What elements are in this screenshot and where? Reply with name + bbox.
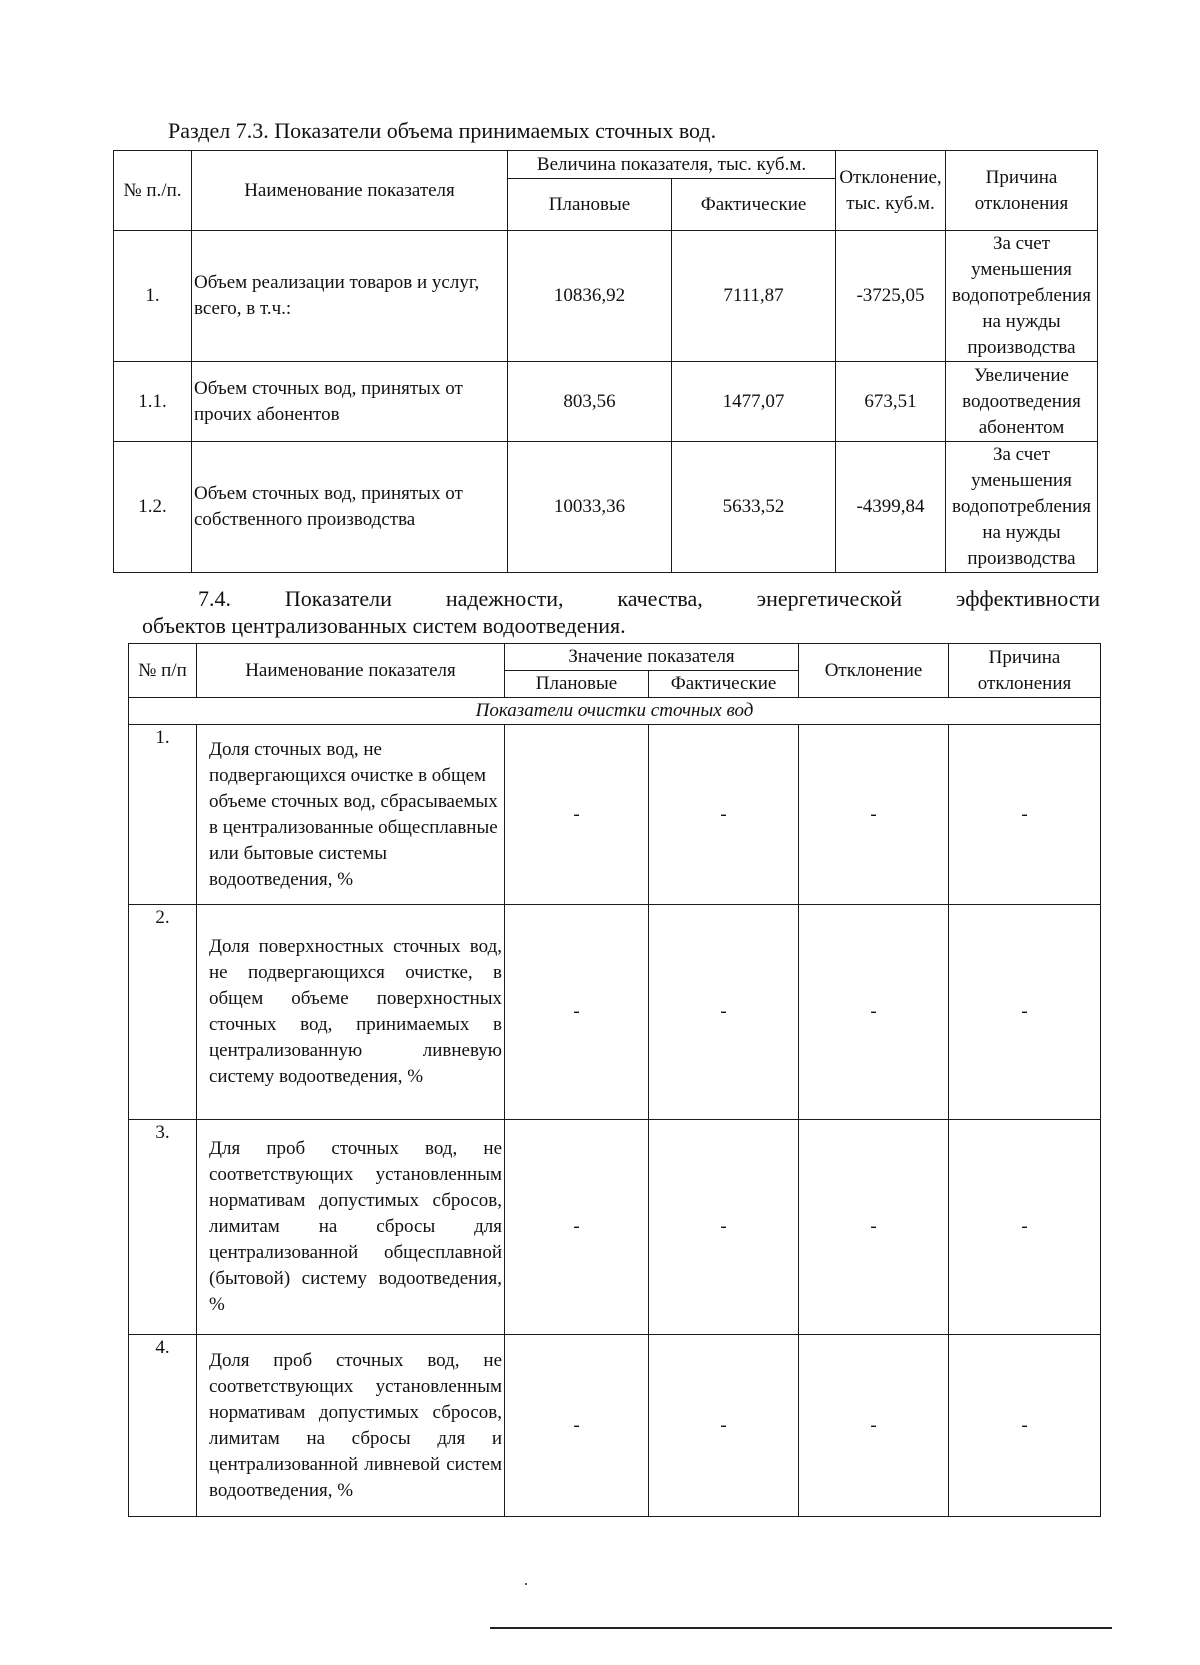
- row-num: 3.: [129, 1120, 197, 1335]
- row-deviation: -3725,05: [836, 231, 946, 362]
- section1-title: Раздел 7.3. Показатели объема принимаемых сточных вод.: [168, 118, 717, 143]
- table-row: [114, 231, 1098, 362]
- row-actual: 5633,52: [672, 442, 836, 573]
- wastewater-volume-table: [113, 150, 1098, 573]
- row-planned: 10033,36: [508, 442, 672, 573]
- section2-title-word: надежности,: [445, 586, 564, 611]
- header-deviation: Отклонение: [799, 644, 949, 698]
- row-num: 1.: [114, 231, 192, 362]
- wastewater-quality-table: [128, 643, 1101, 1517]
- row-name: Доля проб сточных вод, не соответствующих установленным нормативам допустимых сбросов, лимитам на сбросы для и централизованной ливневой систем водоотведения, %: [197, 1335, 505, 1517]
- row-reason: -: [949, 905, 1101, 1120]
- row-planned: -: [505, 1120, 649, 1335]
- section2-title: [142, 585, 1100, 639]
- header-num: № п/п: [129, 644, 197, 698]
- row-num: 1.1.: [114, 362, 192, 442]
- table-row: [129, 1120, 1101, 1335]
- row-reason: За счет уменьшения водопотребления на нужды производства: [946, 442, 1098, 573]
- header-planned: Плановые: [508, 179, 672, 231]
- footer-rule: [490, 1627, 1112, 1629]
- row-reason: За счет уменьшения водопотребления на нужды производства: [946, 231, 1098, 362]
- row-reason: -: [949, 1120, 1101, 1335]
- row-deviation: -4399,84: [836, 442, 946, 573]
- row-planned: -: [505, 1335, 649, 1517]
- table-row: [129, 1335, 1101, 1517]
- section2-title-word: энергетической: [756, 586, 902, 611]
- row-actual: 1477,07: [672, 362, 836, 442]
- row-actual: -: [649, 1335, 799, 1517]
- subheader-row: Показатели очистки сточных вод: [129, 698, 1101, 725]
- row-num: 4.: [129, 1335, 197, 1517]
- header-name: Наименование показателя: [197, 644, 505, 698]
- table-row: [114, 442, 1098, 573]
- header-actual: Фактические: [672, 179, 836, 231]
- row-num: 2.: [129, 905, 197, 1120]
- row-name: Доля сточных вод, не подвергающихся очистке в общем объеме сточных вод, сбрасываемых в централизованные общесплавные или бытовые системы водоотведения, %: [197, 725, 505, 905]
- row-actual: -: [649, 725, 799, 905]
- header-actual: Фактические: [649, 671, 799, 698]
- row-deviation: 673,51: [836, 362, 946, 442]
- section2-title-line2: объектов централизованных систем водоотведения.: [142, 613, 626, 638]
- row-reason: -: [949, 1335, 1101, 1517]
- header-name: Наименование показателя: [192, 151, 508, 231]
- row-reason: -: [949, 725, 1101, 905]
- row-num: 1.: [129, 725, 197, 905]
- header-reason: Причина отклонения: [946, 151, 1098, 231]
- header-reason: Причина отклонения: [949, 644, 1101, 698]
- header-num: № п./п.: [114, 151, 192, 231]
- header-value-group: Значение показателя: [505, 644, 799, 671]
- row-actual: -: [649, 1120, 799, 1335]
- row-deviation: -: [799, 905, 949, 1120]
- row-name: Объем реализации товаров и услуг, всего, в т.ч.:: [192, 231, 508, 362]
- table-row: [129, 905, 1101, 1120]
- row-actual: 7111,87: [672, 231, 836, 362]
- header-deviation: Отклонение, тыс. куб.м.: [836, 151, 946, 231]
- row-deviation: -: [799, 725, 949, 905]
- row-name: Для проб сточных вод, не соответствующих установленным нормативам допустимых сбросов, лимитам на сбросы для централизованной общесплавной (бытовой) систему водоотведения, %: [197, 1120, 505, 1335]
- header-value-group: Величина показателя, тыс. куб.м.: [508, 151, 836, 179]
- table-row: [129, 725, 1101, 905]
- row-planned: 803,56: [508, 362, 672, 442]
- header-planned: Плановые: [505, 671, 649, 698]
- row-reason: Увеличение водоотведения абонентом: [946, 362, 1098, 442]
- row-planned: -: [505, 725, 649, 905]
- section2-title-word: качества,: [617, 586, 703, 611]
- row-num: 1.2.: [114, 442, 192, 573]
- table-row: [114, 362, 1098, 442]
- row-name: Доля поверхностных сточных вод, не подвергающихся очистке, в общем объеме поверхностных сточных вод, принимаемых в централизованную ливневую систему водоотведения, %: [197, 905, 505, 1120]
- section2-title-num: 7.4.: [198, 586, 231, 611]
- section2-title-word: эффективности: [955, 586, 1100, 611]
- row-deviation: -: [799, 1335, 949, 1517]
- row-name: Объем сточных вод, принятых от собственного производства: [192, 442, 508, 573]
- row-name: Объем сточных вод, принятых от прочих абонентов: [192, 362, 508, 442]
- scan-speck: [525, 1583, 527, 1585]
- row-actual: -: [649, 905, 799, 1120]
- row-planned: 10836,92: [508, 231, 672, 362]
- section2-title-word: Показатели: [284, 586, 392, 611]
- row-planned: -: [505, 905, 649, 1120]
- row-deviation: -: [799, 1120, 949, 1335]
